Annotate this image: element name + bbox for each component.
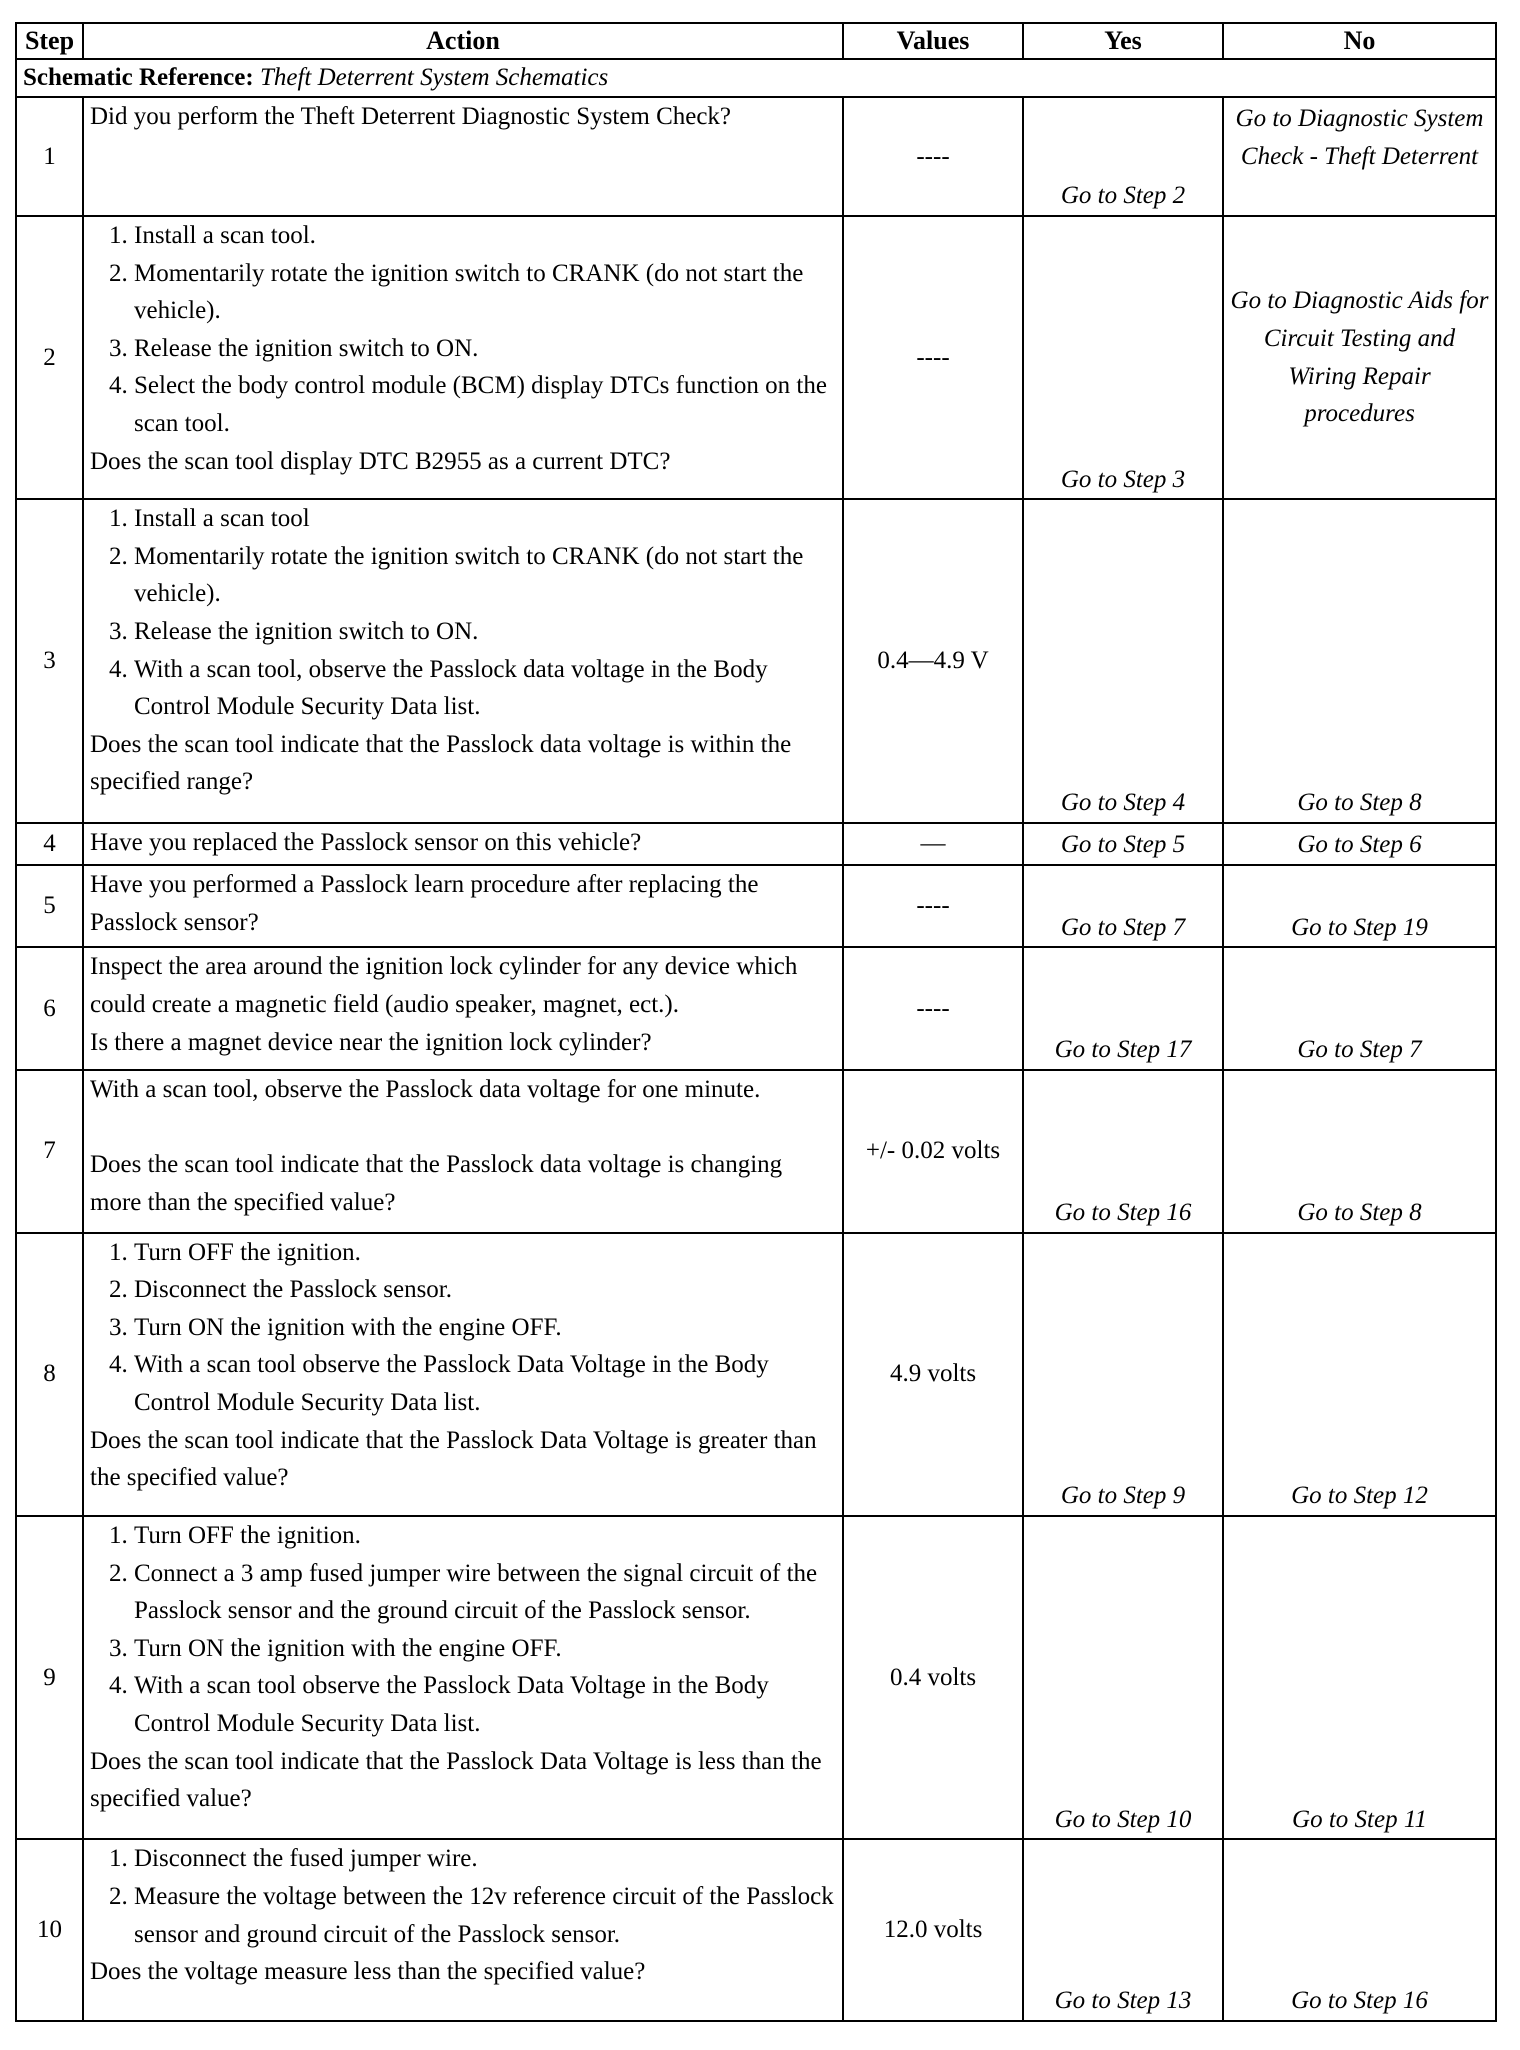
value-cell: ---- (843, 216, 1023, 499)
action-cell (83, 947, 843, 1070)
action-step: 2. Measure the voltage between the 12v reference circuit of the Passlock sensor and ground circuit of the Passlock sensor. (134, 1878, 836, 1953)
action-step: 2. Disconnect the Passlock sensor. (134, 1271, 836, 1309)
table-body (16, 59, 1496, 2021)
action-steps-list (90, 1234, 836, 1422)
value-cell: +/- 0.02 volts (843, 1070, 1023, 1233)
diagnostic-table (15, 22, 1497, 2022)
step-number: 9 (16, 1516, 83, 1839)
table-row (16, 1839, 1496, 2021)
table-row (16, 216, 1496, 499)
action-step: 2. Momentarily rotate the ignition switch to CRANK (do not start the vehicle). (134, 538, 836, 613)
table-row (16, 947, 1496, 1070)
yes-link[interactable]: Go to Step 7 (1023, 865, 1223, 947)
action-cell (83, 1233, 843, 1516)
value-cell: 0.4 volts (843, 1516, 1023, 1839)
action-step: 4. With a scan tool, observe the Passlock data voltage in the Body Control Module Security Data list. (134, 651, 836, 726)
table-row (16, 1233, 1496, 1516)
yes-link[interactable]: Go to Step 17 (1023, 947, 1223, 1070)
action-intro: Did you perform the Theft Deterrent Diagnostic System Check? (90, 103, 732, 131)
yes-link[interactable]: Go to Step 13 (1023, 1839, 1223, 2021)
header-row (16, 23, 1496, 59)
action-intro: With a scan tool, observe the Passlock data voltage for one minute. (90, 1075, 761, 1103)
no-link[interactable]: Go to Diagnostic System Check - Theft Deterrent (1223, 97, 1496, 216)
action-step: 4. Select the body control module (BCM) display DTCs function on the scan tool. (134, 367, 836, 442)
value-cell: 4.9 volts (843, 1233, 1023, 1516)
action-cell (83, 1516, 843, 1839)
no-link[interactable]: Go to Step 8 (1223, 499, 1496, 822)
step-number: 8 (16, 1233, 83, 1516)
step-number: 1 (16, 97, 83, 216)
yes-link[interactable]: Go to Step 16 (1023, 1070, 1223, 1233)
action-question: Is there a magnet device near the ignition lock cylinder? (90, 1028, 652, 1056)
no-link[interactable]: Go to Step 11 (1223, 1516, 1496, 1839)
action-step: 4. With a scan tool observe the Passlock Data Voltage in the Body Control Module Security Data list. (134, 1667, 836, 1742)
table-row (16, 97, 1496, 216)
action-question: Does the scan tool display DTC B2955 as a current DTC? (90, 447, 671, 475)
step-number: 10 (16, 1839, 83, 2021)
action-question: Does the scan tool indicate that the Passlock data voltage is within the specified range? (90, 730, 792, 796)
yes-link[interactable]: Go to Step 10 (1023, 1516, 1223, 1839)
value-cell: ---- (843, 97, 1023, 216)
no-link[interactable]: Go to Step 7 (1223, 947, 1496, 1070)
header-step: Step (16, 23, 83, 59)
step-number: 6 (16, 947, 83, 1070)
action-step: 4. With a scan tool observe the Passlock Data Voltage in the Body Control Module Security Data list. (134, 1346, 836, 1421)
table-row (16, 499, 1496, 822)
step-number: 4 (16, 823, 83, 865)
action-step: 1. Turn OFF the ignition. (134, 1517, 836, 1555)
action-cell (83, 1070, 843, 1233)
value-cell: ---- (843, 947, 1023, 1070)
action-step: 1. Install a scan tool (134, 500, 836, 538)
action-cell (83, 216, 843, 499)
table-row (16, 865, 1496, 947)
schematic-reference-row (16, 59, 1496, 97)
table-row (16, 1516, 1496, 1839)
step-number: 5 (16, 865, 83, 947)
action-step: 1. Disconnect the fused jumper wire. (134, 1840, 836, 1878)
action-cell (83, 1839, 843, 2021)
action-cell (83, 499, 843, 822)
header-no: No (1223, 23, 1496, 59)
action-question: Does the scan tool indicate that the Passlock Data Voltage is greater than the specified value? (90, 1426, 817, 1492)
schematic-reference (16, 59, 1496, 97)
action-intro: Have you performed a Passlock learn procedure after replacing the Passlock sensor? (90, 870, 759, 936)
action-steps-list (90, 1840, 836, 1953)
no-link[interactable]: Go to Step 8 (1223, 1070, 1496, 1233)
value-cell: ---- (843, 865, 1023, 947)
header-yes: Yes (1023, 23, 1223, 59)
action-question: Does the voltage measure less than the specified value? (90, 1958, 646, 1986)
action-step: 2. Connect a 3 amp fused jumper wire between the signal circuit of the Passlock sensor and the ground circuit of the Passlock sensor. (134, 1555, 836, 1630)
action-intro: Have you replaced the Passlock sensor on this vehicle? (90, 828, 642, 856)
action-cell (83, 865, 843, 947)
action-step: 3. Turn ON the ignition with the engine OFF. (134, 1309, 836, 1347)
action-cell (83, 823, 843, 865)
no-link[interactable]: Go to Step 6 (1223, 823, 1496, 865)
action-step: 3. Release the ignition switch to ON. (134, 330, 836, 368)
yes-link[interactable]: Go to Step 3 (1023, 216, 1223, 499)
value-cell: 12.0 volts (843, 1839, 1023, 2021)
action-step: 1. Turn OFF the ignition. (134, 1234, 836, 1272)
schematic-reference-label: Schematic Reference: (23, 64, 254, 92)
action-steps-list (90, 1517, 836, 1743)
action-step: 3. Turn ON the ignition with the engine OFF. (134, 1630, 836, 1668)
table-row (16, 823, 1496, 865)
schematic-reference-link[interactable]: Theft Deterrent System Schematics (259, 64, 609, 92)
action-question: Does the scan tool indicate that the Passlock Data Voltage is less than the specified value? (90, 1747, 822, 1813)
no-link[interactable]: Go to Step 19 (1223, 865, 1496, 947)
action-steps-list (90, 217, 836, 443)
action-question: Does the scan tool indicate that the Passlock data voltage is changing more than the specified value? (90, 1151, 783, 1216)
value-cell: 0.4—4.9 V (843, 499, 1023, 822)
step-number: 7 (16, 1070, 83, 1233)
action-steps-list (90, 500, 836, 726)
yes-link[interactable]: Go to Step 2 (1023, 97, 1223, 216)
action-step: 1. Install a scan tool. (134, 217, 836, 255)
header-action: Action (83, 23, 843, 59)
step-number: 2 (16, 216, 83, 499)
table-row (16, 1070, 1496, 1233)
yes-link[interactable]: Go to Step 4 (1023, 499, 1223, 822)
action-step: 2. Momentarily rotate the ignition switch to CRANK (do not start the vehicle). (134, 255, 836, 330)
yes-link[interactable]: Go to Step 5 (1023, 823, 1223, 865)
action-intro: Inspect the area around the ignition lock cylinder for any device which could create a magnetic field (audio speaker, magnet, ect.). (90, 953, 798, 1018)
no-link[interactable]: Go to Step 16 (1223, 1839, 1496, 2021)
yes-link[interactable]: Go to Step 9 (1023, 1233, 1223, 1516)
header-values: Values (843, 23, 1023, 59)
action-step: 3. Release the ignition switch to ON. (134, 613, 836, 651)
no-link[interactable]: Go to Step 12 (1223, 1233, 1496, 1516)
no-link[interactable]: Go to Diagnostic Aids for Circuit Testing and Wiring Repair procedures (1223, 216, 1496, 499)
action-cell (83, 97, 843, 216)
step-number: 3 (16, 499, 83, 822)
value-cell: — (843, 823, 1023, 865)
